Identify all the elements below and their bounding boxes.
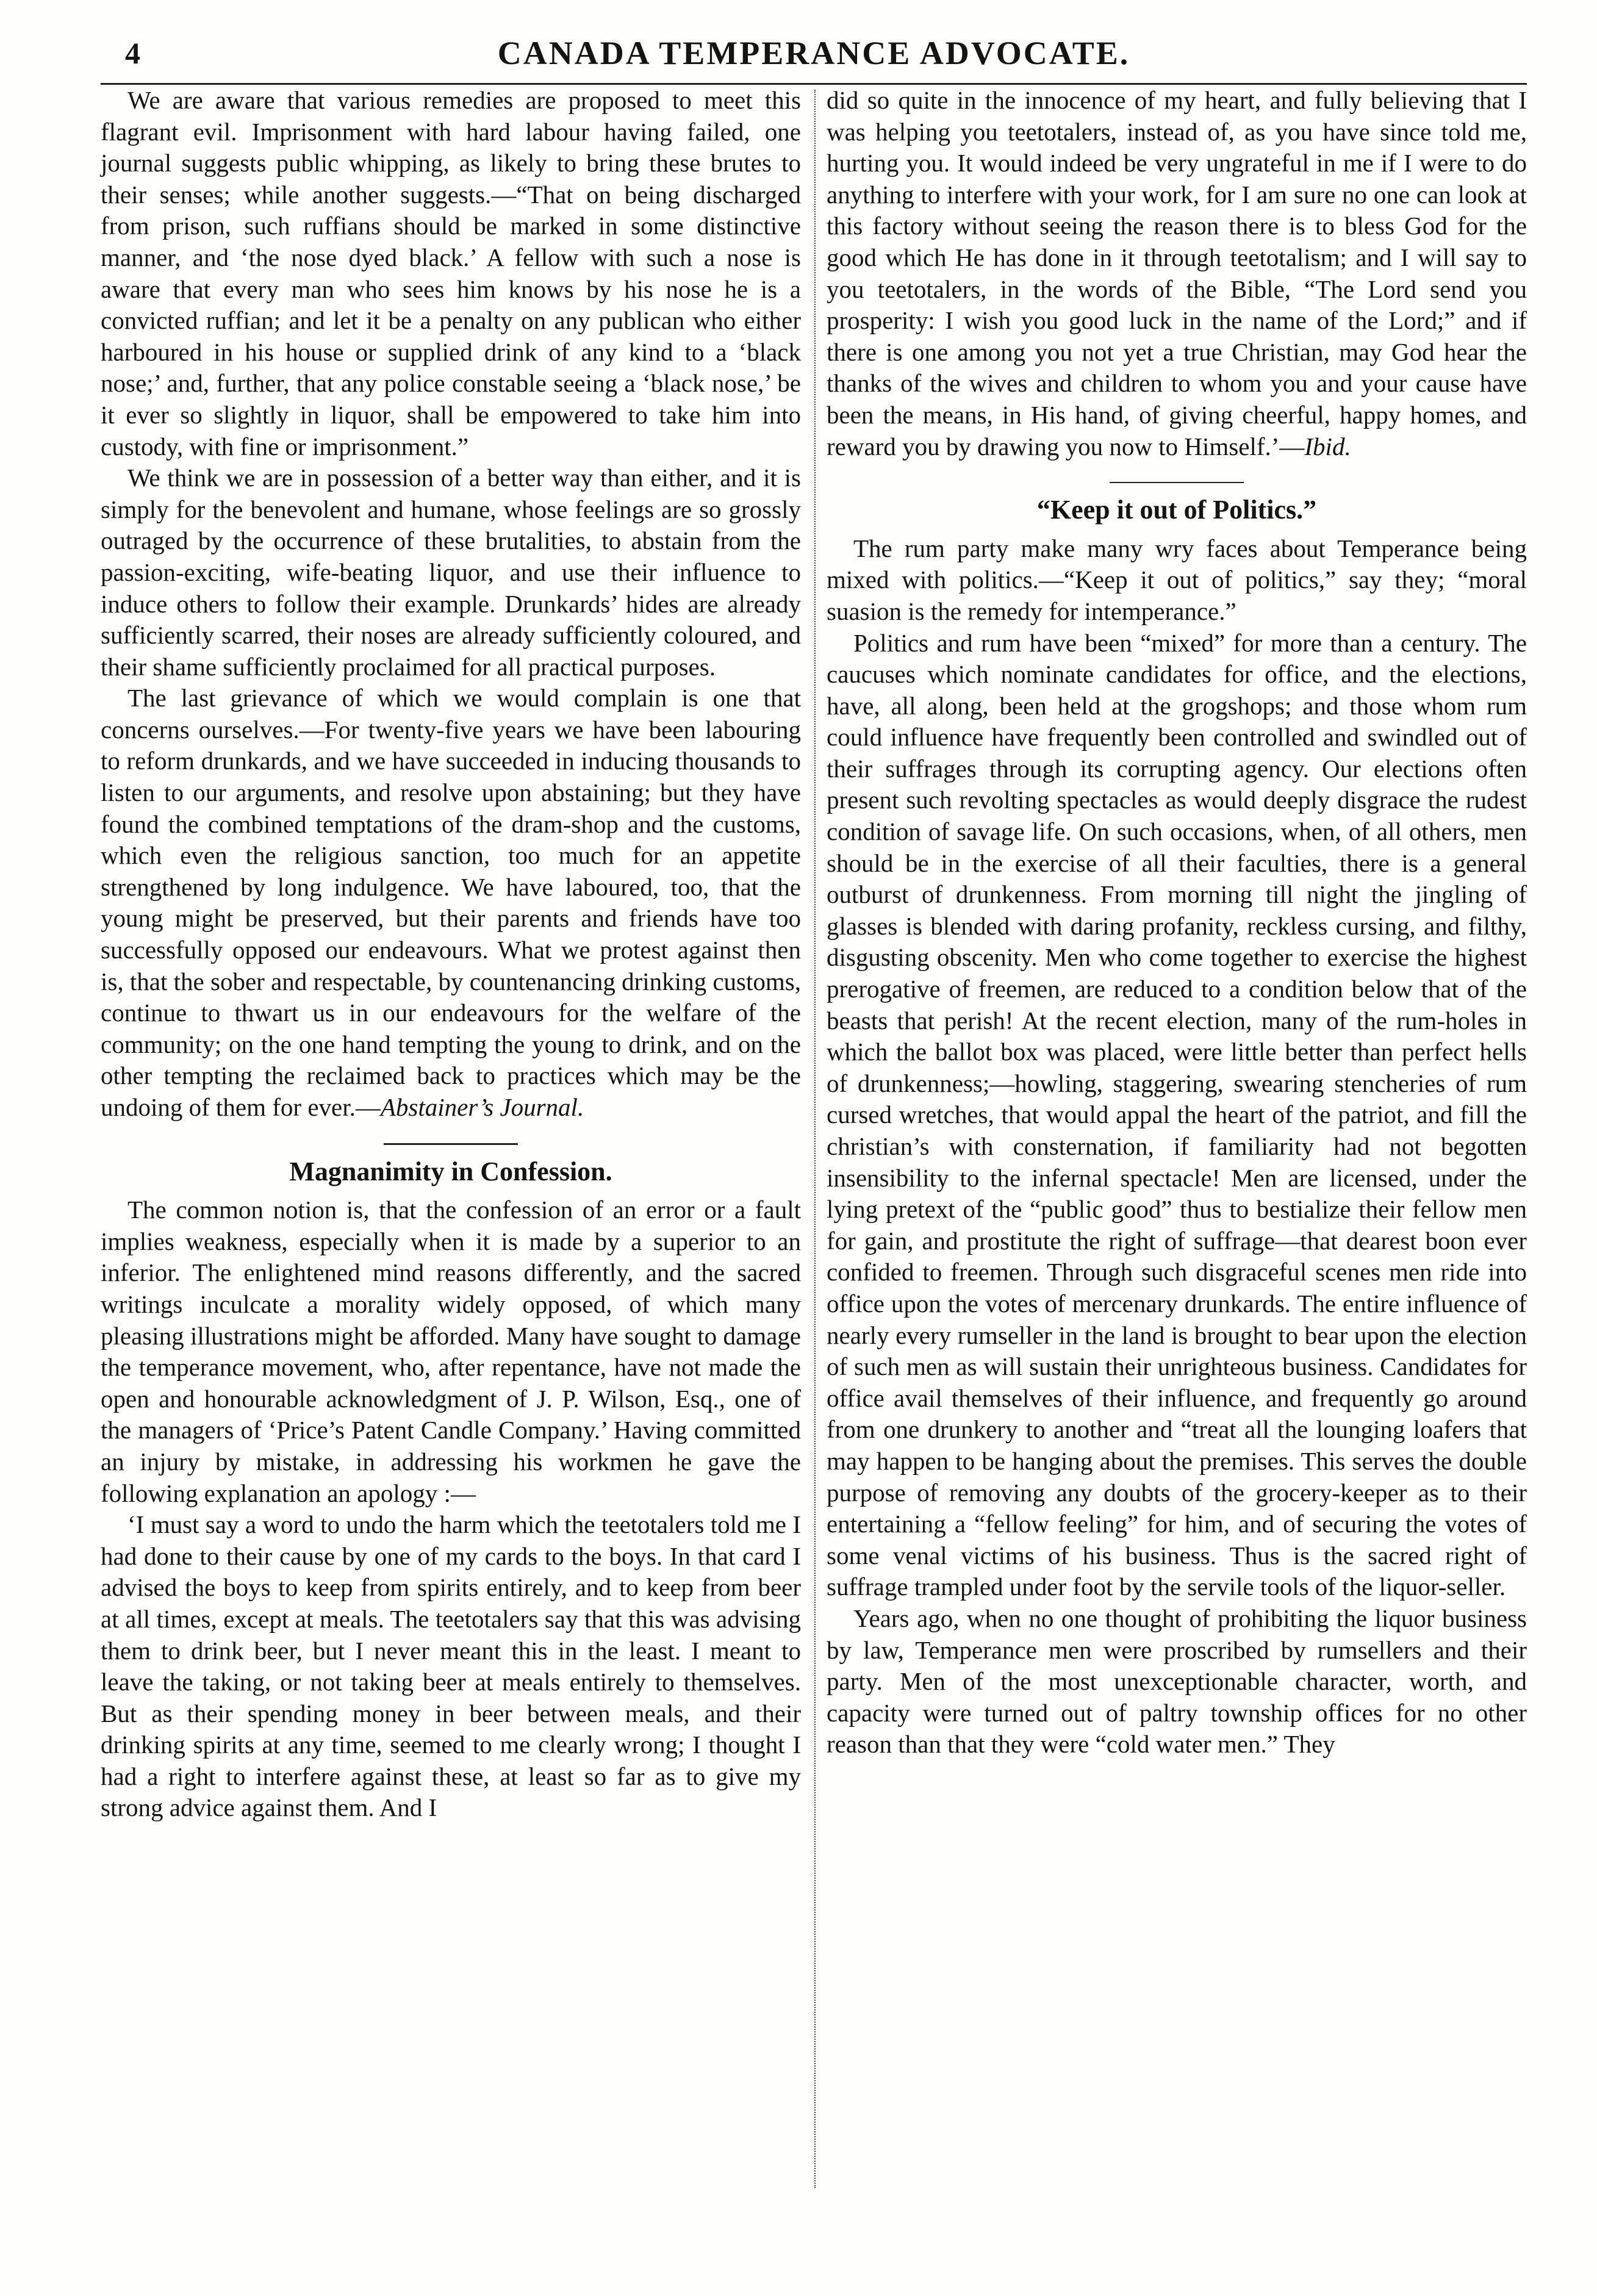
- left-column: [101, 85, 814, 2232]
- section-divider: [1110, 482, 1244, 483]
- article-heading: “Keep it out of Politics.”: [1036, 495, 1317, 525]
- paragraph: The common notion is, that the confession of an error or a fault implies weakness, especially when it is made by a superior to an inferior. The enlightened mind reasons differently, and the sacred writings inculcate a morality widely opposed, of which many pleasing illustrations might be afforded. Many have sought to damage the temperance movement, who, after repentance, have not made the open and honourable acknowledgment of J. P. Wilson, Esq., one of the managers of ‘Price’s Patent Candle Company.’ Having committed an injury by mistake, in addressing his workmen he gave the following explanation an apology :—: [101, 1196, 801, 1507]
- paragraph: Politics and rum have been “mixed” for more than a century. The caucuses which nominate candidates for office, and the elections, have, all along, been held at the grogshops; and those whom rum could influence have frequently been controlled and swindled out of their suffrages through its corrupting agency. Our elections often present such revolting spectacles as would deeply disgrace the rudest condition of savage life. On such occasions, when, of all others, men should be in the exercise of all their faculties, there is a general outburst of drunkenness. From morning till night the jingling of glasses is blended with daring profanity, reckless cursing, and filthy, disgusting obscenity. Men who come together to exercise the highest prerogative of freemen, are reduced to a condition below that of the beasts that perish! At the recent election, many of the rum-holes in which the ballot box was placed, were little better than perfect hells of drunkenness;—howling, staggering, swearing stencheries of rum cursed wretches, that would appal the heart of the patriot, and fill the christian’s with consternation, if familiarity had not begotten insensibility to the infernal spectacle! Men are licensed, under the lying pretext of the “public good” thus to bestialize their fellow men for gain, and prostitute the right of suffrage—that dearest boon ever confided to freemen. Through such disgraceful scenes men ride into office upon the votes of mercenary drunkards. The entire influence of nearly every rumseller in the land is brought to bear upon the election of such men as will sustain their unrighteous business. Candidates for office avail themselves of their influence, and frequently go around from one drunkery to another and “treat all the lounging loafers that may happen to be hanging about the premises. This serves the double purpose of removing any doubts of the grocery-keeper as to their entertaining a “fellow feeling” for him, and of securing the votes of some venal victims of his business. Thus is the sacred right of suffrage trampled under foot by the servile tools of the liquor-seller.: [827, 628, 1527, 1601]
- right-column: [816, 85, 1527, 2232]
- paragraph: [101, 683, 801, 1123]
- page-number: 4: [125, 36, 140, 70]
- paragraph: We are aware that various remedies are proposed to meet this flagrant evil. Imprisonment with hard labour having failed, one journal suggests public whipping, as likely to bring these brutes to their senses; while another suggests.—“That on being discharged from prison, such ruffians should be marked in some distinctive manner, and ‘the nose dyed black.’ A fellow with such a nose is aware that every man who sees him knows by his nose he is a convicted ruffian; and let it be a penalty on any publican who either harboured in his house or supplied drink of any kind to a ‘black nose;’ and, further, that any police constable seeing a ‘black nose,’ be it ever so slightly in liquor, shall be empowered to take him into custody, with fine or imprisonment.”: [101, 86, 801, 461]
- source-credit: Abstainer’s Journal.: [380, 1093, 584, 1121]
- paragraph: We think we are in possession of a better way than either, and it is simply for the benevolent and humane, whose feelings are so grossly outraged by the occurrence of these brutalities, to abstain from the passion-exciting, wife-beating liquor, and use their influence to induce others to follow their example. Drunkards’ hides are already sufficiently scarred, their noses are already sufficiently coloured, and their shame sufficiently proclaimed for all practical purposes.: [101, 464, 801, 681]
- paragraph: Years ago, when no one thought of prohibiting the liquor business by law, Temperance men were proscribed by rumsellers and their party. Men of the most unexceptionable character, worth, and capacity were turned out of paltry township offices for no other reason than that they were “cold water men.” They: [827, 1604, 1527, 1759]
- paragraph-text: did so quite in the innocence of my heart, and fully believing that I was helping you teetotalers, instead of, as you have since told me, hurting you. It would indeed be very ungrateful in me if I were to do anything to interfere with your work, for I am sure no one can look at this factory without seeing the reason there is to bless God for the good which He has done in it through teetotalism; and I will say to you teetotalers, in the words of the Bible, “The Lord send you prosperity: I wish you good luck in the name of the Lord;” and if there is one among you not yet a true Christian, may God hear the thanks of the wives and children to whom you and your cause have been the means, in His hand, of giving cheerful, happy homes, and reward you by drawing you now to Himself.’—: [827, 86, 1527, 461]
- section-divider: [384, 1143, 518, 1145]
- article-heading: Magnanimity in Confession.: [289, 1156, 612, 1186]
- running-title: CANADA TEMPERANCE ADVOCATE.: [497, 35, 1130, 71]
- paragraph: The rum party make many wry faces about Temperance being mixed with politics.—“Keep it out of politics,” say they; “moral suasion is the remedy for intemperance.”: [827, 534, 1527, 625]
- paragraph-text: The last grievance of which we would complain is one that concerns ourselves.—For twenty-five years we have been labouring to reform drunkards, and we have succeeded in inducing thousands to listen to our arguments, and resolve upon abstaining; but they have found the combined temptations of the dram-shop and the customs, which even the religious sanction, too much for an appetite strengthened by long indulgence. We have laboured, too, that the young might be preserved, but their parents and friends have too successfully opposed our endeavours. What we protest against then is, that the sober and respectable, by countenancing drinking customs, continue to thwart us in our endeavours for the welfare of the community; on the one hand tempting the young to drink, and on the other tempting the reclaimed back to practices which may be the undoing of them for ever.—: [101, 684, 801, 1121]
- article-columns: [101, 85, 1527, 2232]
- paragraph: ‘I must say a word to undo the harm which the teetotalers told me I had done to their cause by one of my cards to the boys. In that card I advised the boys to keep from spirits entirely, and to keep from beer at all times, except at meals. The teetotalers say that this was advising them to drink beer, but I never meant this in the least. I meant to leave the taking, or not taking beer at meals entirely to themselves. But as their spending money in beer between meals, and their drinking spirits at any time, seemed to me clearly wrong; I thought I had a right to interfere against these, at least so far as to give my strong advice against them. And I: [101, 1510, 801, 1822]
- paragraph: [827, 85, 1527, 462]
- page-header: [101, 30, 1527, 79]
- source-credit: Ibid.: [1304, 432, 1351, 461]
